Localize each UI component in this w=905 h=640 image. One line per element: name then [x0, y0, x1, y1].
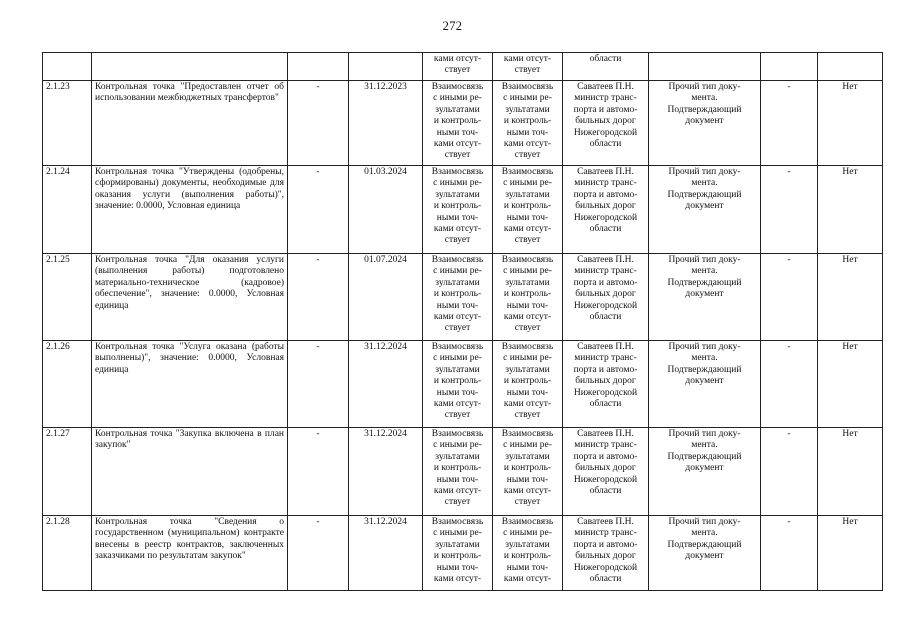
text-line: с иными ре-	[433, 93, 482, 104]
text-line: Подтверждающий	[667, 451, 742, 462]
text-line: ными точ-	[506, 127, 549, 138]
text-line: ными точ-	[436, 387, 479, 398]
cell-start-date: -	[288, 428, 349, 516]
text-line: бильных дорог	[575, 116, 636, 127]
cell-info-system: -	[761, 516, 818, 591]
cell-predecessors	[423, 254, 493, 341]
text-line: и контроль-	[503, 376, 552, 387]
text-line: порта и автомо-	[573, 539, 638, 550]
text-line: зультатами	[435, 189, 480, 200]
cell-successors	[493, 53, 563, 81]
cell-start-date: -	[288, 81, 349, 166]
cell-flag: Нет	[818, 341, 883, 428]
text-line: с иными ре-	[433, 353, 482, 364]
text-line: мента.	[691, 266, 718, 277]
text-line: ными точ-	[506, 562, 549, 573]
table-row	[43, 341, 883, 428]
table-row	[43, 428, 883, 516]
cell-document-type	[649, 516, 761, 591]
text-line: зультатами	[435, 364, 480, 375]
text-line: министр транс-	[574, 353, 637, 364]
text-line: Нижегородской	[573, 474, 638, 485]
text-line: министр транс-	[574, 178, 637, 189]
text-line: Взаимосвязь	[431, 342, 484, 352]
cell-predecessors	[423, 341, 493, 428]
cell-flag: Нет	[818, 428, 883, 516]
text-line: области	[589, 54, 622, 64]
text-line: и контроль-	[433, 201, 482, 212]
text-line: области	[589, 224, 622, 235]
text-line: и контроль-	[503, 289, 552, 300]
cell-flag: Нет	[818, 516, 883, 591]
text-line: ками отсут-	[503, 574, 552, 585]
cell-end-date: 31.12.2023	[349, 81, 423, 166]
cell-responsible	[563, 81, 649, 166]
text-line: зультатами	[435, 104, 480, 115]
text-line: с иными ре-	[503, 178, 552, 189]
text-line: ками отсут-	[503, 486, 552, 497]
text-line: зультатами	[435, 451, 480, 462]
text-line: с иными ре-	[503, 528, 552, 539]
cell-predecessors	[423, 428, 493, 516]
text-line: Саватеев П.Н.	[577, 255, 634, 265]
cell-responsible	[563, 341, 649, 428]
text-line: Подтверждающий	[667, 277, 742, 288]
text-line: Подтверждающий	[667, 189, 742, 200]
text-line: ками отсут-	[433, 399, 482, 410]
cell-info-system: -	[761, 166, 818, 254]
cell-start-date	[288, 53, 349, 81]
cell-document-type	[649, 341, 761, 428]
text-line: ствует	[514, 235, 541, 246]
text-line: ными точ-	[436, 474, 479, 485]
text-line: мента.	[691, 93, 718, 104]
text-line: Взаимосвязь	[501, 167, 554, 177]
cell-name: Контрольная точка "Закупка включена в план закупок"	[92, 428, 288, 516]
cell-start-date: -	[288, 254, 349, 341]
cell-info-system	[761, 53, 818, 81]
cell-successors	[493, 166, 563, 254]
text-line: и контроль-	[503, 551, 552, 562]
cell-document-type	[649, 428, 761, 516]
cell-document-type	[649, 53, 761, 81]
text-line: бильных дорог	[575, 463, 636, 474]
cell-predecessors	[423, 516, 493, 591]
cell-end-date: 01.03.2024	[349, 166, 423, 254]
text-line: мента.	[691, 178, 718, 189]
text-line: ствует	[514, 65, 541, 76]
table-row	[43, 254, 883, 341]
text-line: Подтверждающий	[667, 104, 742, 115]
cell-flag: Нет	[818, 81, 883, 166]
text-line: Саватеев П.Н.	[577, 429, 634, 439]
text-line: с иными ре-	[503, 93, 552, 104]
text-line: ками отсут-	[433, 224, 482, 235]
text-line: ными точ-	[436, 562, 479, 573]
text-line: ными точ-	[436, 300, 479, 311]
table-row	[43, 166, 883, 254]
cell-start-date: -	[288, 341, 349, 428]
cell-start-date: -	[288, 516, 349, 591]
page-number: 272	[442, 19, 463, 33]
text-line: с иными ре-	[433, 178, 482, 189]
text-line: документ	[685, 463, 724, 474]
cell-end-date	[349, 53, 423, 81]
text-line: ствует	[444, 323, 471, 334]
text-line: зультатами	[505, 539, 550, 550]
cell-info-system: -	[761, 341, 818, 428]
cell-info-system: -	[761, 428, 818, 516]
cell-number	[43, 53, 92, 81]
text-line: Прочий тип доку-	[668, 255, 741, 265]
text-line: Взаимосвязь	[431, 429, 484, 439]
cell-responsible	[563, 166, 649, 254]
cell-end-date: 31.12.2024	[349, 341, 423, 428]
text-line: области	[589, 139, 622, 150]
cell-number: 2.1.26	[43, 341, 92, 428]
text-line: Взаимосвязь	[431, 167, 484, 177]
cell-successors	[493, 428, 563, 516]
text-line: Нижегородской	[573, 562, 638, 573]
cell-document-type	[649, 254, 761, 341]
cell-predecessors	[423, 53, 493, 81]
text-line: ными точ-	[436, 212, 479, 223]
text-line: ками отсут-	[433, 312, 482, 323]
text-line: зультатами	[505, 277, 550, 288]
cell-flag: Нет	[818, 254, 883, 341]
text-line: документ	[685, 551, 724, 562]
text-line: министр транс-	[574, 93, 637, 104]
cell-successors	[493, 516, 563, 591]
text-line: Прочий тип доку-	[668, 342, 741, 352]
text-line: зультатами	[505, 364, 550, 375]
text-line: ными точ-	[436, 127, 479, 138]
cell-flag: Нет	[818, 166, 883, 254]
text-line: бильных дорог	[575, 201, 636, 212]
cell-responsible	[563, 53, 649, 81]
text-line: Нижегородской	[573, 300, 638, 311]
text-line: порта и автомо-	[573, 189, 638, 200]
text-line: Нижегородской	[573, 387, 638, 398]
cell-end-date: 31.12.2024	[349, 428, 423, 516]
text-line: ками отсут-	[503, 54, 552, 64]
text-line: зультатами	[505, 189, 550, 200]
text-line: с иными ре-	[503, 440, 552, 451]
text-line: министр транс-	[574, 266, 637, 277]
text-line: ками отсут-	[433, 486, 482, 497]
text-line: зультатами	[435, 277, 480, 288]
cell-flag	[818, 53, 883, 81]
text-line: с иными ре-	[433, 440, 482, 451]
continuation-row	[43, 53, 883, 81]
text-line: ками отсут-	[433, 54, 482, 64]
text-line: Взаимосвязь	[501, 82, 554, 92]
text-line: порта и автомо-	[573, 451, 638, 462]
text-line: ствует	[514, 323, 541, 334]
text-line: ствует	[444, 65, 471, 76]
cell-number: 2.1.28	[43, 516, 92, 591]
cell-number: 2.1.23	[43, 81, 92, 166]
text-line: бильных дорог	[575, 551, 636, 562]
text-line: Взаимосвязь	[501, 429, 554, 439]
text-line: ствует	[514, 497, 541, 508]
text-line: Взаимосвязь	[431, 82, 484, 92]
text-line: Взаимосвязь	[501, 342, 554, 352]
cell-name: Контрольная точка "Сведения о государственном (муниципальном) контракте внесены в реестр контрактов, заключенных заказчиками по результатам закупок"	[92, 516, 288, 591]
cell-start-date: -	[288, 166, 349, 254]
text-line: Саватеев П.Н.	[577, 517, 634, 527]
cell-number: 2.1.24	[43, 166, 92, 254]
text-line: порта и автомо-	[573, 104, 638, 115]
text-line: Прочий тип доку-	[668, 517, 741, 527]
text-line: Прочий тип доку-	[668, 167, 741, 177]
cell-responsible	[563, 516, 649, 591]
text-line: Взаимосвязь	[501, 255, 554, 265]
text-line: с иными ре-	[503, 266, 552, 277]
text-line: документ	[685, 376, 724, 387]
text-line: Подтверждающий	[667, 364, 742, 375]
cell-predecessors	[423, 81, 493, 166]
text-line: области	[589, 486, 622, 497]
text-line: и контроль-	[433, 116, 482, 127]
text-line: порта и автомо-	[573, 277, 638, 288]
cell-responsible	[563, 254, 649, 341]
text-line: области	[589, 399, 622, 410]
cell-name	[92, 53, 288, 81]
text-line: Прочий тип доку-	[668, 429, 741, 439]
text-line: и контроль-	[433, 376, 482, 387]
text-line: с иными ре-	[433, 266, 482, 277]
text-line: зультатами	[505, 104, 550, 115]
text-line: мента.	[691, 353, 718, 364]
cell-number: 2.1.27	[43, 428, 92, 516]
text-line: зультатами	[505, 451, 550, 462]
cell-successors	[493, 81, 563, 166]
text-line: ными точ-	[506, 300, 549, 311]
text-line: документ	[685, 289, 724, 300]
text-line: мента.	[691, 440, 718, 451]
text-line: и контроль-	[433, 551, 482, 562]
text-line: ными точ-	[506, 387, 549, 398]
text-line: ствует	[444, 497, 471, 508]
cell-predecessors	[423, 166, 493, 254]
cell-name: Контрольная точка "Предоставлен отчет об использовании межбюджетных трансфертов"	[92, 81, 288, 166]
text-line: и контроль-	[503, 116, 552, 127]
cell-successors	[493, 341, 563, 428]
table-row	[43, 81, 883, 166]
cell-name: Контрольная точка "Утверждены (одобрены, сформированы) документы, необходимые для оказания услуги (выполнения работы)", значение: 0.0000, Условная единица	[92, 166, 288, 254]
text-line: документ	[685, 116, 724, 127]
text-line: Саватеев П.Н.	[577, 342, 634, 352]
text-line: ками отсут-	[503, 139, 552, 150]
cell-name: Контрольная точка "Для оказания услуги (выполнения работы) подготовлено материально-техническое (кадровое) обеспечение", значение: 0.0000, Условная единица	[92, 254, 288, 341]
cell-successors	[493, 254, 563, 341]
text-line: ствует	[514, 410, 541, 421]
text-line: министр транс-	[574, 528, 637, 539]
text-line: Взаимосвязь	[431, 517, 484, 527]
cell-document-type	[649, 166, 761, 254]
text-line: ками отсут-	[433, 574, 482, 585]
cell-info-system: -	[761, 254, 818, 341]
text-line: области	[589, 312, 622, 323]
text-line: ствует	[444, 150, 471, 161]
cell-responsible	[563, 428, 649, 516]
text-line: Прочий тип доку-	[668, 82, 741, 92]
text-line: ными точ-	[506, 212, 549, 223]
text-line: зультатами	[435, 539, 480, 550]
cell-end-date: 31.12.2024	[349, 516, 423, 591]
text-line: ствует	[444, 235, 471, 246]
control-points-table	[42, 52, 883, 591]
text-line: ствует	[514, 150, 541, 161]
text-line: ками отсут-	[433, 139, 482, 150]
text-line: и контроль-	[503, 463, 552, 474]
text-line: бильных дорог	[575, 376, 636, 387]
text-line: Взаимосвязь	[501, 517, 554, 527]
text-line: Взаимосвязь	[431, 255, 484, 265]
text-line: ками отсут-	[503, 399, 552, 410]
cell-end-date: 01.07.2024	[349, 254, 423, 341]
text-line: Нижегородской	[573, 212, 638, 223]
cell-name: Контрольная точка "Услуга оказана (работы выполнены)", значение: 0.0000, Условная единица	[92, 341, 288, 428]
text-line: с иными ре-	[433, 528, 482, 539]
text-line: ками отсут-	[503, 224, 552, 235]
text-line: документ	[685, 201, 724, 212]
text-line: бильных дорог	[575, 289, 636, 300]
text-line: Подтверждающий	[667, 539, 742, 550]
cell-info-system: -	[761, 81, 818, 166]
text-line: ствует	[444, 410, 471, 421]
cell-document-type	[649, 81, 761, 166]
text-line: мента.	[691, 528, 718, 539]
text-line: и контроль-	[433, 289, 482, 300]
text-line: и контроль-	[433, 463, 482, 474]
text-line: и контроль-	[503, 201, 552, 212]
text-line: Саватеев П.Н.	[577, 167, 634, 177]
text-line: ными точ-	[506, 474, 549, 485]
text-line: с иными ре-	[503, 353, 552, 364]
text-line: Нижегородской	[573, 127, 638, 138]
text-line: министр транс-	[574, 440, 637, 451]
text-line: ками отсут-	[503, 312, 552, 323]
cell-number: 2.1.25	[43, 254, 92, 341]
text-line: Саватеев П.Н.	[577, 82, 634, 92]
table-row	[43, 516, 883, 591]
text-line: области	[589, 574, 622, 585]
text-line: порта и автомо-	[573, 364, 638, 375]
